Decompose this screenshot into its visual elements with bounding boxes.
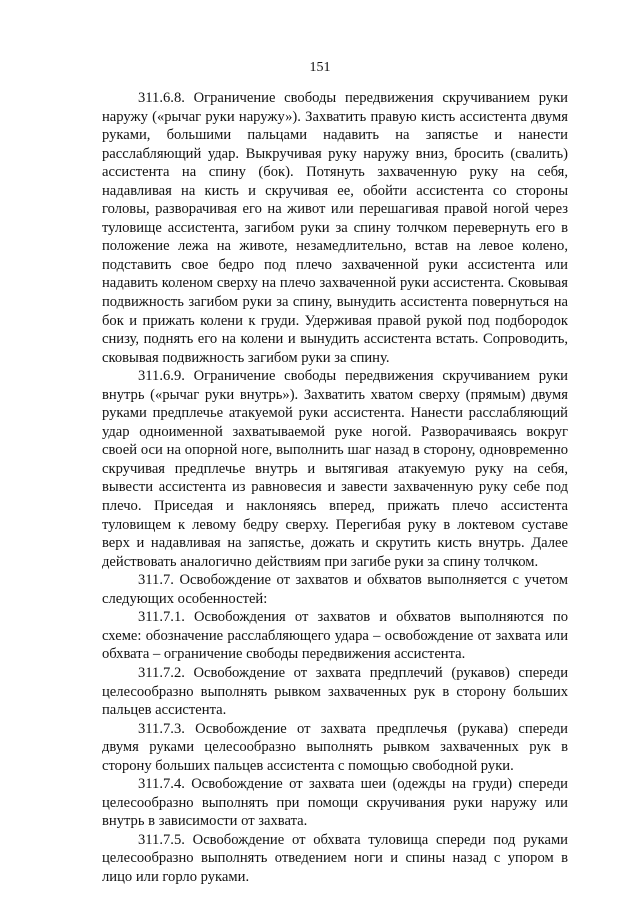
body-text bbox=[102, 89, 568, 887]
paragraph-311-7: 311.7. Освобождение от захватов и обхватов выполняется с учетом следующих особенностей: bbox=[102, 572, 568, 607]
paragraph-311-7-5: 311.7.5. Освобождение от обхвата туловища спереди под руками целесообразно выполнять отведением ноги и спины назад с упором в лицо или горло руками. bbox=[102, 831, 568, 885]
paragraph-311-7-2: 311.7.2. Освобождение от захвата предплечий (рукавов) спереди целесообразно выполнять рывком захваченных рук в сторону больших пальцев ассистента. bbox=[102, 664, 568, 719]
paragraph-311-6-9: 311.6.9. Ограничение свободы передвижения скручиванием руки внутрь («рычаг руки внутрь»). Захватить хватом сверху (прямым) двумя руками предплечье атакуемой руки ассистента. Нанести расслабляющий удар одноименной захватываемой руке ногой. Разворачиваясь вокруг своей оси на опорной ноге, выполнить шаг назад в сторону, одновременно скручивая предплечье внутрь и вытягивая атакуемую руку на себя, вывести ассистента из равновесия и завести захваченную руку себе под плечо. Приседая и наклоняясь вперед, прижать плечо ассистента туловищем к левому бедру сверху. Перегибая руку в локтевом суставе верх и надавливая на запястье, дожать и скрутить кисть внутрь. Далее действовать аналогично действиям при загибе руки за спину толчком. bbox=[102, 368, 568, 570]
paragraph-311-7-3: 311.7.3. Освобождение от захвата предплечья (рукава) спереди двумя руками целесообразно выполнять рывком захваченных рук в сторону больших пальцев ассистента с помощью свободной руки. bbox=[102, 720, 568, 774]
page-number: 151 bbox=[309, 60, 331, 75]
paragraph-311-7-4: 311.7.4. Освобождение от захвата шеи (одежды на груди) спереди целесообразно выполнять при помощи скручивания руки наружу или внутрь в зависимости от захвата. bbox=[102, 776, 568, 830]
paragraph-311-7-1: 311.7.1. Освобождения от захватов и обхватов выполняются по схеме: обозначение расслабляющего удара – освобождение от захвата или обхвата – ограничение свободы передвижения ассистента. bbox=[102, 609, 568, 663]
paragraph-311-6-8: 311.6.8. Ограничение свободы передвижения скручиванием руки наружу («рычаг руки наружу»). Захватить правую кисть ассистента двумя руками, большими пальцами надавить на запястье и нанести расслабляющий удар. Выкручивая руку наружу вниз, бросить (свалить) ассистента на спину (бок). Потянуть захваченную руку на себя, надавливая на кисть и скручивая ее, обойти ассистента со стороны головы, разворачивая его на живот или перешагивая правой ногой через туловище ассистента, загибом руки за спину толчком перевернуть его в положение лежа на животе, незамедлительно, встав на левое колено, подставить свое бедро под плечо захваченной руки ассистента или надавить коленом сверху на плечо захваченной руки ассистента. Сковывая подвижность загибом руки за спину, вынудить ассистента повернуться на бок и прижать колени к груди. Удерживая правой рукой под подбородок снизу, поднять его на колени и вынудить ассистента встать. Сопроводить, сковывая подвижность загибом руки за спину. bbox=[102, 90, 568, 366]
